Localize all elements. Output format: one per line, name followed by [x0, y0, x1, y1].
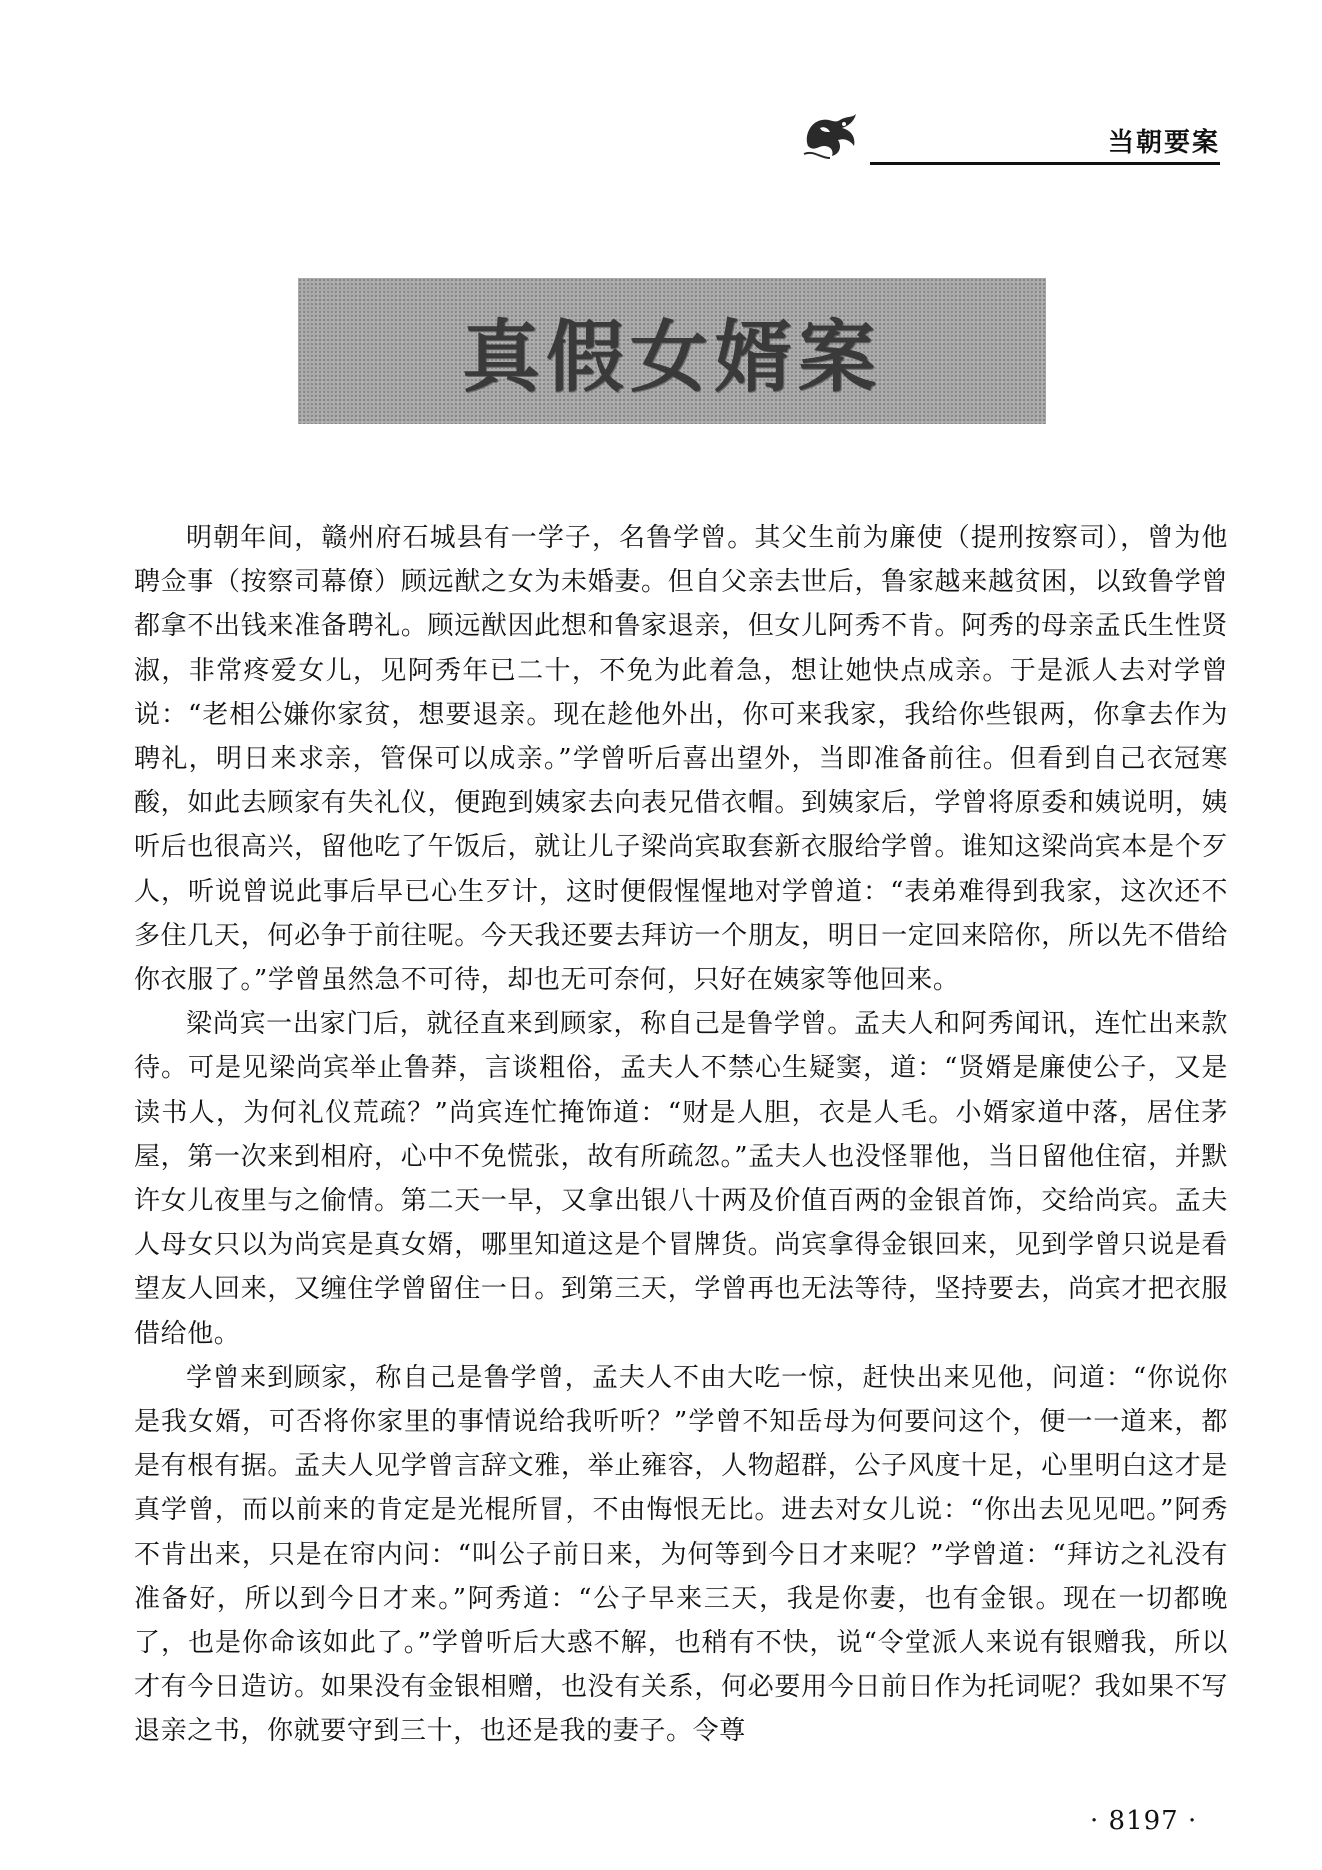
page-number: · 8197 · — [1090, 1806, 1198, 1836]
paragraph: 明朝年间，赣州府石城县有一学子，名鲁学曾。其父生前为廉使（提刑按察司），曾为他聘佥事（按察司幕僚）顾远猷之女为未婚妻。但自父亲去世后，鲁家越来越贫困，以致鲁学曾都拿不出钱来准备聘礼。顾远猷因此想和鲁家退亲，但女儿阿秀不肯。阿秀的母亲孟氏生性贤淑，非常疼爱女儿，见阿秀年已二十，不免为此着急，想让她快点成亲。于是派人去对学曾说：“老相公嫌你家贫，想要退亲。现在趁他外出，你可来我家，我给你些银两，你拿去作为聘礼，明日来求亲，管保可以成亲。”学曾听后喜出望外，当即准备前往。但看到自己衣冠寒酸，如此去顾家有失礼仪，便跑到姨家去向表兄借衣帽。到姨家后，学曾将原委和姨说明，姨听后也很高兴，留他吃了午饭后，就让儿子梁尚宾取套新衣服给学曾。谁知这梁尚宾本是个歹人，听说曾说此事后早已心生歹计，这时便假惺惺地对学曾道：“表弟难得到我家，这次还不多住几天，何必争于前往呢。今天我还要去拜访一个朋友，明日一定回来陪你，所以先不借给你衣服了。”学曾虽然急不可待，却也无可奈何，只好在姨家等他回来。 — [134, 523, 1228, 996]
article-body — [134, 516, 1228, 1754]
paragraph: 梁尚宾一出家门后，就径直来到顾家，称自己是鲁学曾。孟夫人和阿秀闻讯，连忙出来款待。可是见梁尚宾举止鲁莽，言谈粗俗，孟夫人不禁心生疑窦，道：“贤婿是廉使公子，又是读书人，为何礼仪荒疏？”尚宾连忙掩饰道：“财是人胆，衣是人毛。小婿家道中落，居住茅屋，第一次来到相府，心中不免慌张，故有所疏忽。”孟夫人也没怪罪他，当日留他住宿，并默许女儿夜里与之偷情。第二天一早，又拿出银八十两及价值百两的金银首饰，交给尚宾。孟夫人母女只以为尚宾是真女婿，哪里知道这是个冒牌货。尚宾拿得金银回来，见到学曾只说是看望友人回来，又缠住学曾留住一日。到第三天，学曾再也无法等待，坚持要去，尚宾才把衣服借给他。 — [134, 1009, 1228, 1349]
section-title: 当朝要案 — [1107, 128, 1220, 158]
article-title: 真假女婿案 — [461, 312, 882, 403]
header-rule — [870, 162, 1220, 165]
paragraph: 学曾来到顾家，称自己是鲁学曾，孟夫人不由大吃一惊，赶快出来见他，问道：“你说你是我女婿，可否将你家里的事情说给我听听？”学曾不知岳母为何要问这个，便一一道来，都是有根有据。孟夫人见学曾言辞文雅，举止雍容，人物超群，公子风度十足，心里明白这才是真学曾，而以前来的肯定是光棍所冒，不由悔恨无比。进去对女儿说：“你出去见见吧。”阿秀不肯出来，只是在帘内问：“叫公子前日来，为何等到今日才来呢？”学曾道：“拜访之礼没有准备好，所以到今日才来。”阿秀道：“公子早来三天，我是你妻，也有金银。现在一切都晚了，也是你命该如此了。”学曾听后大惑不解，也稍有不快，说“令堂派人来说有银赠我，所以才有今日造访。如果没有金银相赠，也没有关系，何必要用今日前日作为托词呢？我如果不写退亲之书，你就要守到三十，也还是我的妻子。令尊 — [134, 1362, 1228, 1747]
dragon-icon — [800, 106, 862, 162]
article-title-banner — [298, 278, 1046, 424]
page-header — [790, 100, 1220, 170]
